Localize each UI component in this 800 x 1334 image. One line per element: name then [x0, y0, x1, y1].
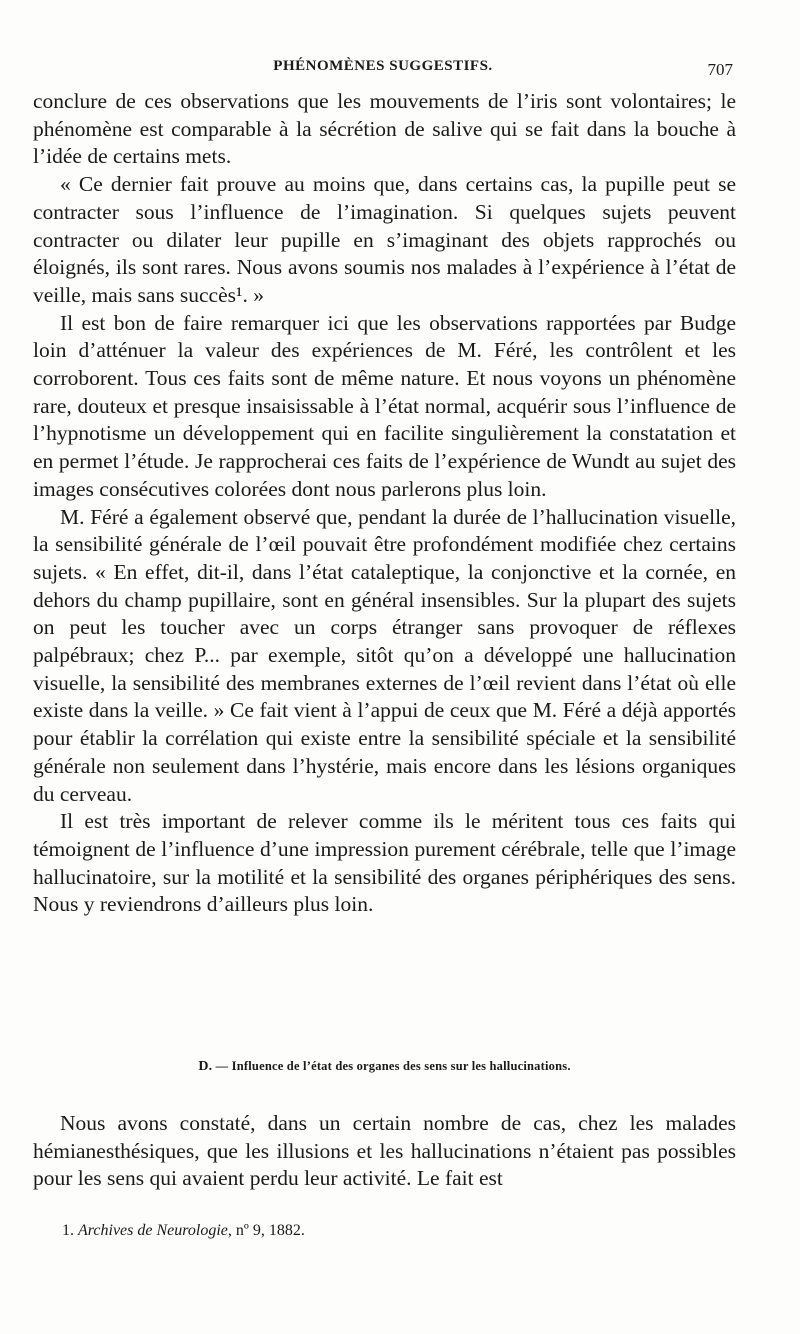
paragraph: conclure de ces observations que les mouvements de l’iris sont volontaires; le phénomène est comparable à la sécrétion de salive qui se fait dans la bouche à l’idée de certains mets.: [33, 89, 736, 169]
paragraph: Nous avons constaté, dans un certain nombre de cas, chez les malades hémianesthésiques, que les illusions et les hallucinations n’étaient pas possibles pour les sens qui avaient perdu leur activité. Le fait est: [33, 1111, 736, 1191]
footnote: [62, 1222, 305, 1240]
paragraph: « Ce dernier fait prouve au moins que, dans certains cas, la pupille peut se contracter sous l’influence de l’imagination. Si quelques sujets peuvent contracter ou dilater leur pupille en s’imaginant des objets rapprochés ou éloignés, ils sont rares. Nous avons soumis nos malades à l’expérience à l’état de veille, mais sans succès¹. »: [33, 172, 736, 307]
paragraph: M. Féré a également observé que, pendant la durée de l’hallucination visuelle, la sensibilité générale de l’œil pouvait être profondément modifiée chez certains sujets. « En effet, dit-il, dans l’état cataleptique, la conjonctive et la cornée, en dehors du champ pupillaire, sont en général insensibles. Sur la plupart des sujets on peut les toucher avec un corps étranger sans provoquer de réflexes palpébraux; chez P... par exemple, sitôt qu’on a développé une hallucination visuelle, la sensibilité des membranes externes de l’œil revient dans l’état où elle existe dans la veille. » Ce fait vient à l’appui de ceux que M. Féré a déjà apportés pour établir la corrélation qui existe entre la sensibilité spéciale et la sensibilité générale non seulement dans l’hystérie, mais encore dans les lésions organiques du cerveau.: [33, 504, 736, 806]
main-text: [33, 88, 736, 919]
page-number: 707: [707, 60, 733, 79]
footnote-detail: , nº 9, 1882.: [227, 1222, 305, 1239]
section-heading: [33, 1059, 736, 1075]
paragraph: Il est très important de relever comme ils le méritent tous ces faits qui témoignent de l’influence d’une impression purement cérébrale, telle que l’image hallucinatoire, sur la motilité et la sensibilité des organes périphériques des sens. Nous y reviendrons d’ailleurs plus loin.: [33, 809, 736, 917]
paragraph: Il est bon de faire remarquer ici que les observations rapportées par Budge loin d’atténuer la valeur des expériences de M. Féré, les contrôlent et les corroborent. Tous ces faits sont de même nature. Et nous voyons un phénomène rare, douteux et presque insaisissable à l’état normal, acquérir sous l’influence de l’hypnotisme un développement qui en facilite singulièrement la constatation et en permet l’étude. Je rapprocherai ces faits de l’expérience de Wundt au sujet des images consécutives colorées dont nous parlerons plus loin.: [33, 310, 736, 501]
page-header: [33, 58, 733, 82]
main-text-continued: [33, 1110, 736, 1193]
section-title: — Influence de l’état des organes des sens sur les hallucinations.: [215, 1059, 571, 1073]
running-title: PHÉNOMÈNES SUGGESTIFS.: [273, 58, 493, 74]
section-letter: D.: [198, 1059, 213, 1074]
footnote-number: 1.: [62, 1222, 74, 1239]
footnote-journal: Archives de Neurologie: [78, 1222, 228, 1239]
